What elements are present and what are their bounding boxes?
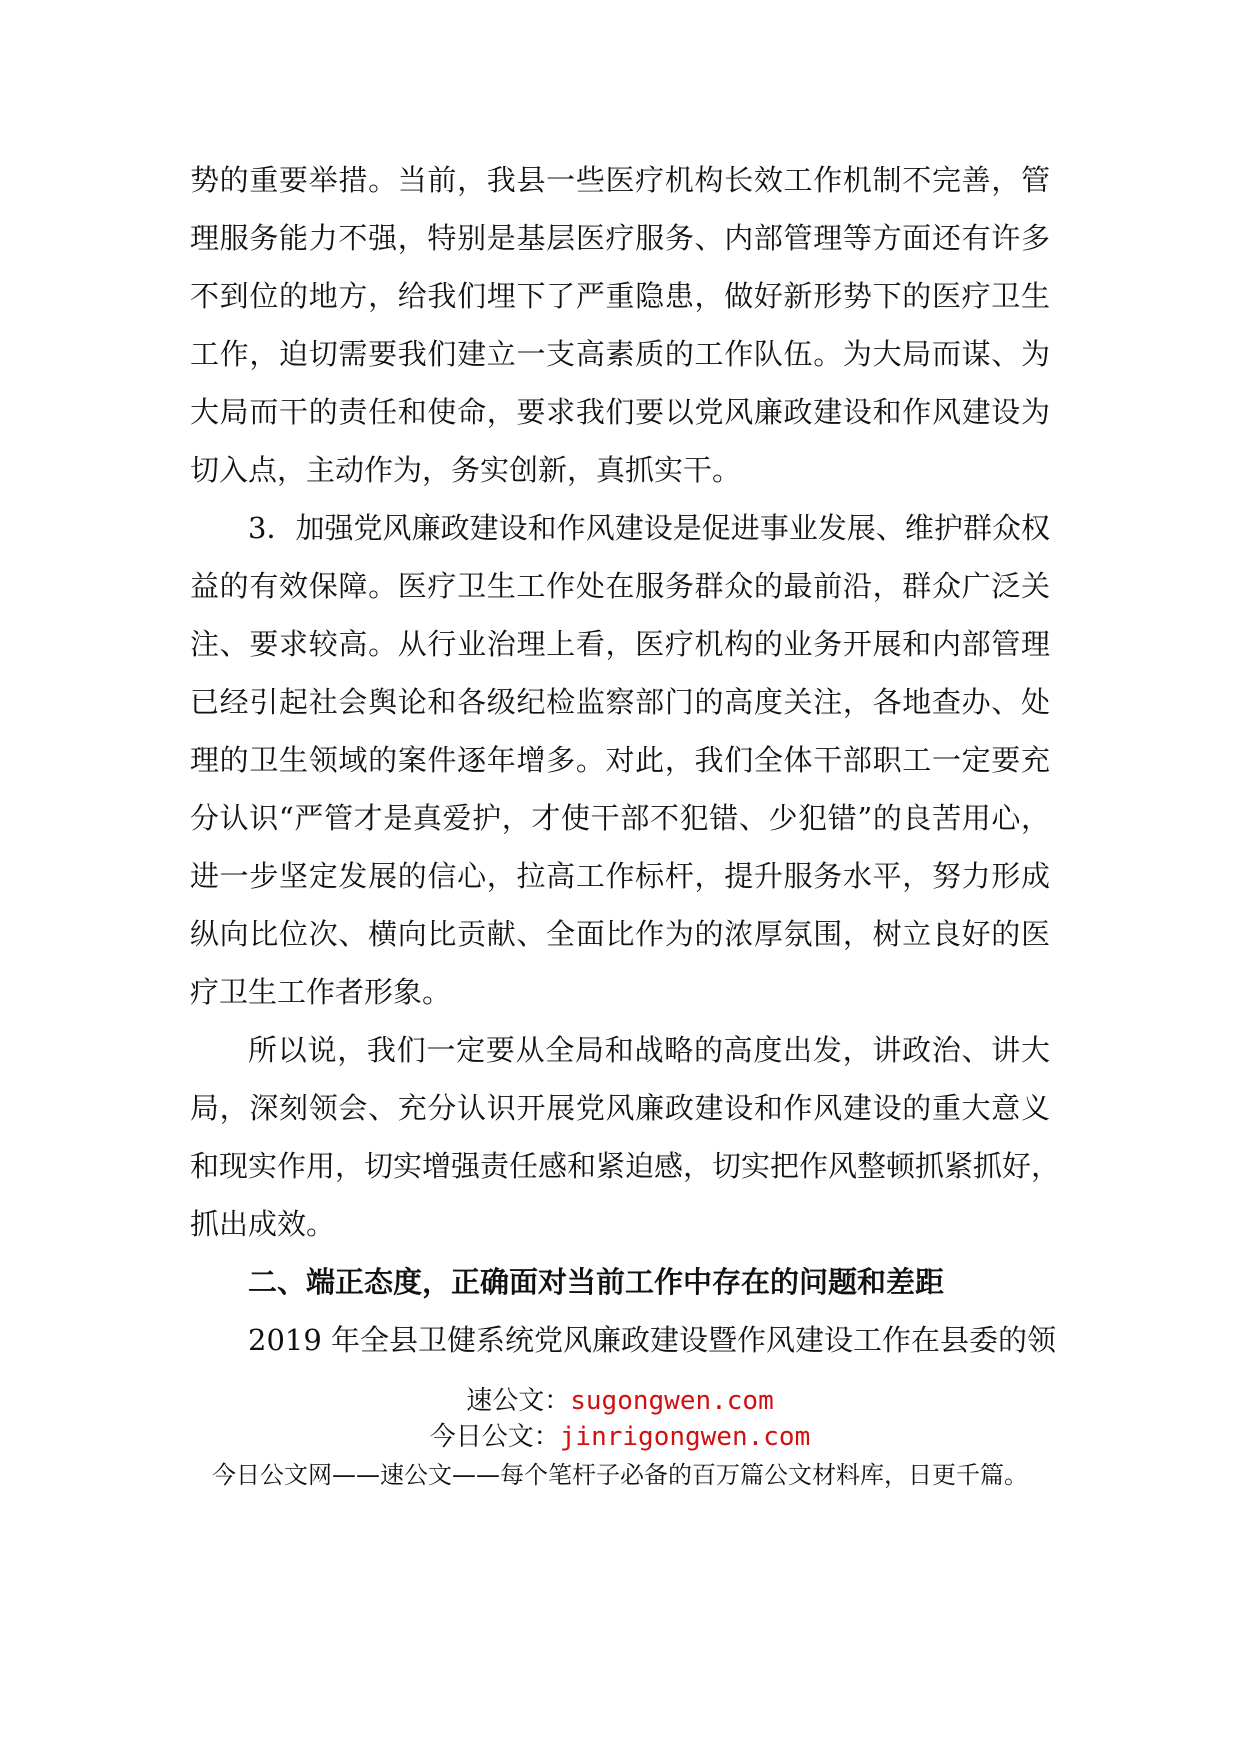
body-text-line: 益的有效保障。医疗卫生工作处在服务群众的最前沿，群众广泛关 <box>190 569 1050 603</box>
body-text-line: 切入点，主动作为，务实创新，真抓实干。 <box>190 453 742 487</box>
body-text-line: 已经引起社会舆论和各级纪检监察部门的高度关注，各地查办、处 <box>190 685 1050 719</box>
footer-label-2: 今日公文： <box>429 1422 560 1452</box>
section-heading: 二、端正态度，正确面对当前工作中存在的问题和差距 <box>248 1265 945 1299</box>
footer-line-1 <box>0 1384 1240 1418</box>
paragraph-first-line: 3．加强党风廉政建设和作风建设是促进事业发展、维护群众权 <box>248 511 1050 545</box>
body-text-line: 疗卫生工作者形象。 <box>190 975 452 1009</box>
body-text-line: 不到位的地方，给我们埋下了严重隐患，做好新形势下的医疗卫生 <box>190 279 1050 313</box>
paragraph-first-line: 所以说，我们一定要从全局和战略的高度出发，讲政治、讲大 <box>248 1033 1050 1067</box>
footer-label-1: 速公文： <box>466 1386 571 1416</box>
footer-line-2 <box>0 1420 1240 1454</box>
body-text-line: 工作，迫切需要我们建立一支高素质的工作队伍。为大局而谋、为 <box>190 337 1050 371</box>
body-text-line: 进一步坚定发展的信心，拉高工作标杆，提升服务水平，努力形成 <box>190 859 1050 893</box>
body-text-line: 局，深刻领会、充分认识开展党风廉政建设和作风建设的重大意义 <box>190 1091 1050 1125</box>
body-text-line: 势的重要举措。当前，我县一些医疗机构长效工作机制不完善，管 <box>190 163 1050 197</box>
footer-site-link-2[interactable]: jinrigongwen.com <box>559 1422 811 1452</box>
paragraph-first-line: 2019 年全县卫健系统党风廉政建设暨作风建设工作在县委的领 <box>248 1323 1057 1357</box>
body-text-line: 理服务能力不强，特别是基层医疗服务、内部管理等方面还有许多 <box>190 221 1050 255</box>
body-text-line: 注、要求较高。从行业治理上看，医疗机构的业务开展和内部管理 <box>190 627 1050 661</box>
body-text-line: 抓出成效。 <box>190 1207 336 1241</box>
body-text-line: 大局而干的责任和使命，要求我们要以党风廉政建设和作风建设为 <box>190 395 1050 429</box>
footer-site-link-1[interactable]: sugongwen.com <box>570 1386 774 1416</box>
body-text-line: 分认识“严管才是真爱护，才使干部不犯错、少犯错”的良苦用心， <box>190 801 1050 835</box>
body-text-line: 理的卫生领域的案件逐年增多。对此，我们全体干部职工一定要充 <box>190 743 1050 777</box>
body-text-line: 和现实作用，切实增强责任感和紧迫感，切实把作风整顿抓紧抓好， <box>190 1149 1061 1183</box>
body-text-line: 纵向比位次、横向比贡献、全面比作为的浓厚氛围，树立良好的医 <box>190 917 1050 951</box>
footer-slogan: 今日公文网——速公文——每个笔杆子必备的百万篇公文材料库，日更千篇。 <box>212 1461 1028 1489</box>
